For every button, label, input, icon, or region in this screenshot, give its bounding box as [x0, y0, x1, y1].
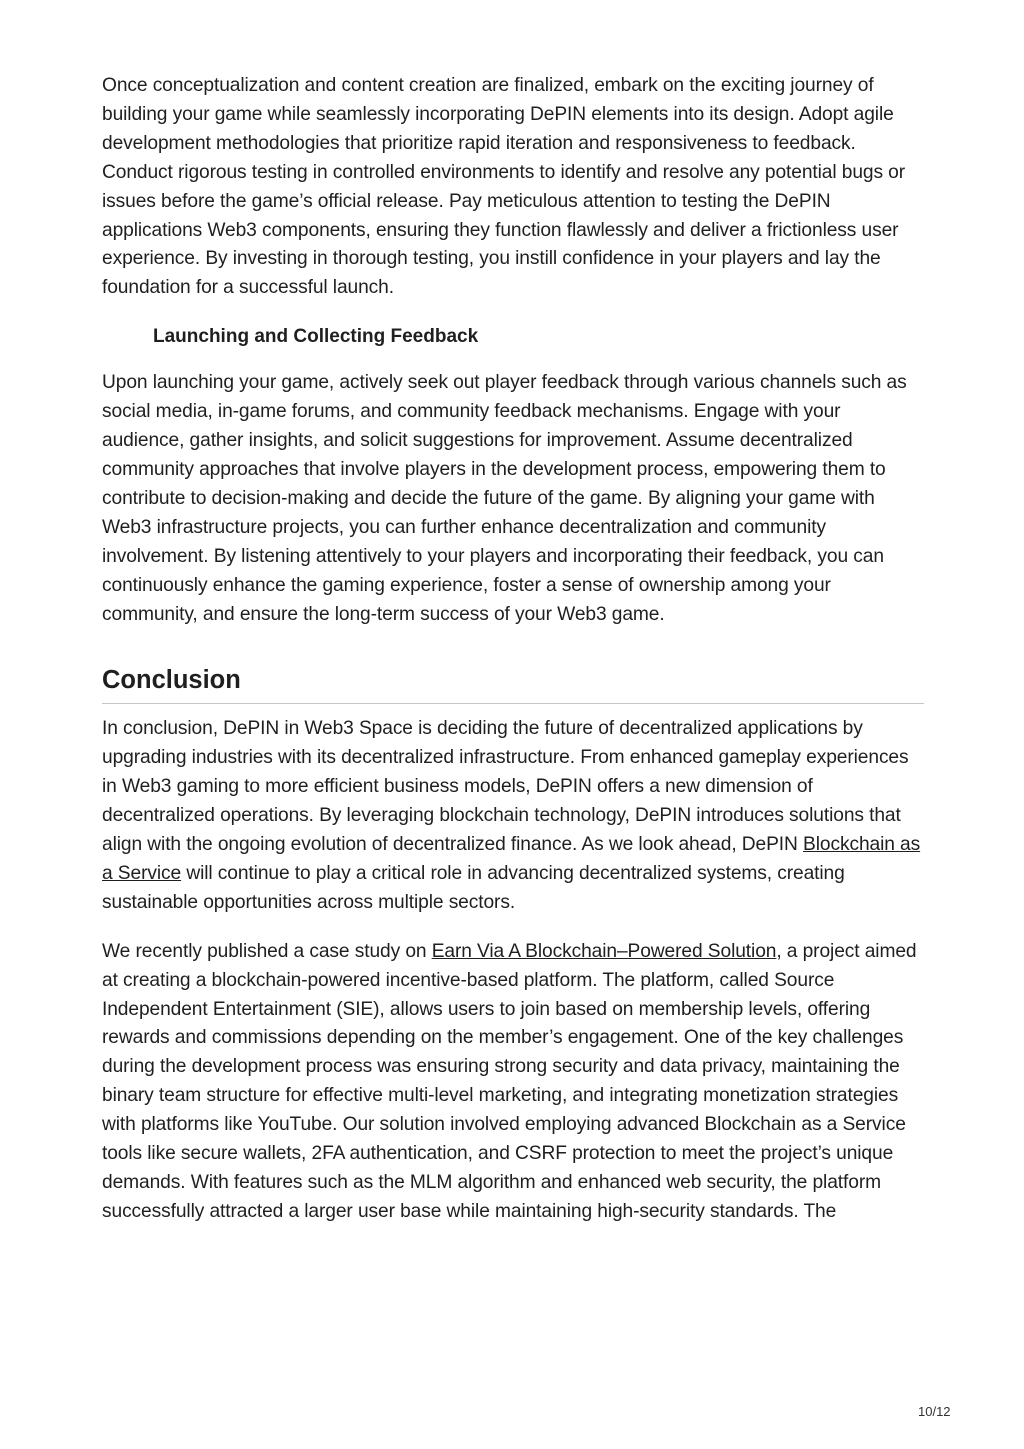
blockchain-as-a-service-link[interactable]: Blockchain as a Service [102, 834, 921, 884]
launching-feedback-heading: Launching and Collecting Feedback [153, 326, 479, 348]
case-study-text-end: , a project aimed at creating a blockchain-powered incentive-based platform. The platform, called Source Independent Entertainment (SIE), allows users to join based on membership levels, offering rewards and commissions depending on the member’s engagement. One of the key challenges during the development process was ensuring strong security and data privacy, maintaining the binary team structure for effective multi-level marketing, and integrating monetization strategies with platforms like YouTube. Our solution involved employing advanced Blockchain as a Service tools like secure wallets, 2FA authentication, and CSRF protection to meet the project’s unique demands. With features such as the MLM algorithm and enhanced web security, the platform successfully attracted a larger user base while maintaining high-security standards. The [102, 940, 917, 1222]
earn-via-blockchain-link[interactable]: Earn Via A Blockchain–Powered Solution [431, 940, 777, 962]
page-number: 10/12 [918, 1404, 951, 1419]
case-study-text-start: We recently published a case study on [102, 940, 432, 962]
development-paragraph: Once conceptualization and content creation are finalized, embark on the exciting journey of building your game while seamlessly incorporating DePIN elements into its design. Adopt agile development methodologies that prioritize rapid iteration and responsiveness to feedback. Conduct rigorous testing in controlled environments to identify and resolve any potential bugs or issues before the game’s official release. Pay meticulous attention to testing the DePIN applications Web3 components, ensuring they function flawlessly and deliver a frictionless user experience. By investing in thorough testing, you instill confidence in your players and lay the foundation for a successful launch. [102, 75, 906, 299]
document-body [102, 72, 924, 1227]
conclusion-text-end: will continue to play a critical role in advancing decentralized systems, creating sustainable opportunities across multiple sectors. [102, 862, 845, 913]
case-study-paragraph [102, 938, 924, 1227]
conclusion-paragraph [102, 715, 924, 917]
conclusion-text-start: In conclusion, DePIN in Web3 Space is deciding the future of decentralized applications by upgrading industries with its decentralized infrastructure. From enhanced gameplay experiences in Web3 gaming to more efficient business models, DePIN offers a new dimension of decentralized operations. By leveraging blockchain technology, DePIN introduces solutions that align with the ongoing evolution of decentralized finance. As we look ahead, DePIN [102, 718, 909, 856]
conclusion-heading: Conclusion [102, 663, 924, 704]
launching-feedback-paragraph: Upon launching your game, actively seek out player feedback through various channels such as social media, in-game forums, and community feedback mechanisms. Engage with your audience, gather insights, and solicit suggestions for improvement. Assume decentralized community approaches that involve players in the development process, empowering them to contribute to decision-making and decide the future of the game. By aligning your game with Web3 infrastructure projects, you can further enhance decentralization and community involvement. By listening attentively to your players and incorporating their feedback, you can continuously enhance the gaming experience, foster a sense of ownership among your community, and ensure the long-term success of your Web3 game. [102, 372, 907, 625]
